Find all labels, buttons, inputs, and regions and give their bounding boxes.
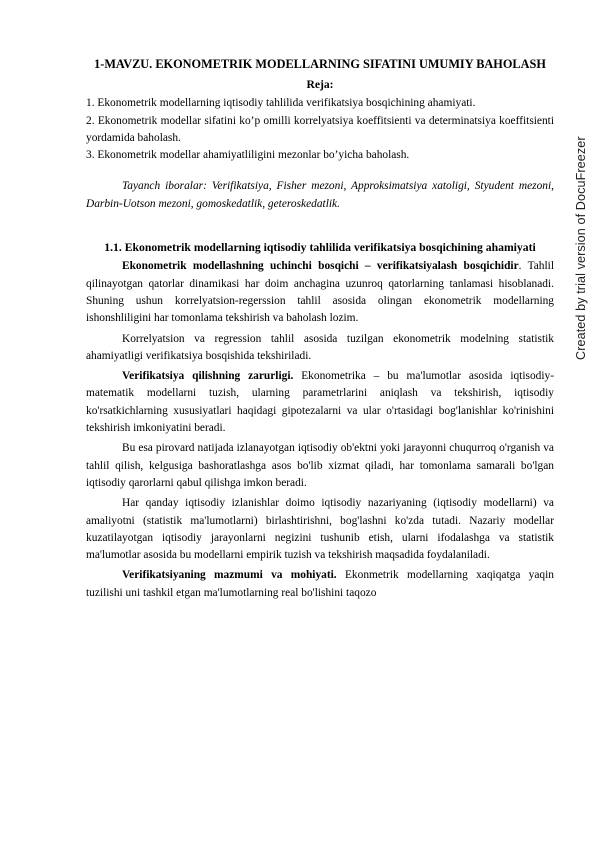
- plan-item: 2. Ekonometrik modellar sifatini ko’p omilli korrelyatsiya koeffitsienti va determinatsiya koeffitsienti yordamida baholash.: [86, 114, 554, 144]
- body-paragraph: [86, 258, 554, 327]
- body-paragraph: [86, 567, 554, 602]
- paragraph-lead: Verifikatsiya qilishning zarurligi.: [122, 370, 294, 383]
- body-paragraph: [86, 331, 554, 366]
- plan-list: [86, 95, 554, 164]
- body-paragraph: [86, 368, 554, 437]
- plan-heading: Reja:: [306, 78, 334, 91]
- plan-item: 1. Ekonometrik modellarning iqtisodiy tahlilida verifikatsiya bosqichining ahamiyati.: [86, 97, 476, 110]
- document-page: [86, 56, 554, 605]
- paragraph-text: . Tahlil qilinayotgan qatorlar dinamikasi har doim anchagina uzunroq qatorlarning tanlamasi hisoblanadi. Shuning ushun korrelyatsion-regerssion tahlil asosida olingan ekonometrik modellarning ishonshliligini har tomonlama tekshirish va baholash lozim.: [86, 260, 554, 325]
- paragraph-lead: Verifikatsiyaning mazmumi va mohiyati.: [122, 569, 337, 582]
- paragraph-lead: Ekonometrik modellashning uchinchi bosqichi – verifikatsiyalash bosqichidir: [122, 260, 519, 273]
- body-paragraph: [86, 440, 554, 492]
- keywords-paragraph: Tayanch iboralar: Verifikatsiya, Fisher mezoni, Approksimatsiya xatoligi, Styudent mezoni, Darbin-Uotson mezoni, gomoskedatlik, geteroskedatlik.: [86, 180, 554, 210]
- section-title: 1.1. Ekonometrik modellarning iqtisodiy tahlilida verifikatsiya bosqichining ahamiyati: [104, 241, 536, 255]
- paragraph-text: Bu esa pirovard natijada izlanayotgan iqtisodiy ob'ektni yoki jarayonni chuqurroq o'rganish va tahlil qilish, kelgusiga bashoratlashga asos bo'lib xizmat qiladi, har tomonlama samarali bo'lgan iqtisodiy qarorlarni qabul qilishga imkon beradi.: [86, 442, 554, 489]
- plan-item: 3. Ekonometrik modellar ahamiyatliligini mezonlar bo’yicha baholash.: [86, 149, 410, 162]
- paragraph-text: Har qanday iqtisodiy izlanishlar doimo iqtisodiy nazariyaning (iqtisodiy modellarni) va amaliyotni (statistik ma'lumotlarni) birlashtirishni, bog'lashni ko'zda tutadi. Nazariy modellar kuzatilayotgan iqtisodiy jarayonlarni negizini tushunib etish, ularni ifodalashga va statistik ma'lumotlar asosida bu modellarni empirik tuzish va tekshirish maqsadida foydalaniladi.: [86, 497, 554, 562]
- trial-watermark: [574, 60, 592, 360]
- document-title: 1-MAVZU. EKONOMETRIK MODELLARNING SIFATINI UMUMIY BAHOLASH: [94, 57, 546, 71]
- body-paragraph: [86, 495, 554, 564]
- paragraph-text: Ekonmetrik modellarning xaqiqatga yaqin tuzilishi uni tashkil etgan ma'lumotlarning real bo'lishini taqozo: [86, 569, 554, 599]
- paragraph-text: Ekonometrika – bu ma'lumotlar asosida iqtisodiy-matematik modellarni tuzish, ularning parametrlarini aniqlash va tekshirish, iqtisodiy ko'rsatkichlarning xususiyatlari haqidagi gipotezalarni va ular o'rtasidagi bog'lanishlar ko'rinishini tekshirish imkoniyatini beradi.: [86, 370, 554, 435]
- paragraph-text: Korrelyatsion va regression tahlil asosida tuzilgan ekonometrik modelning statistik ahamiyatligi verifikatsiya bosqishida tekshiriladi.: [86, 332, 554, 362]
- watermark-text: Created by trial version of DocuFreezer: [574, 136, 588, 360]
